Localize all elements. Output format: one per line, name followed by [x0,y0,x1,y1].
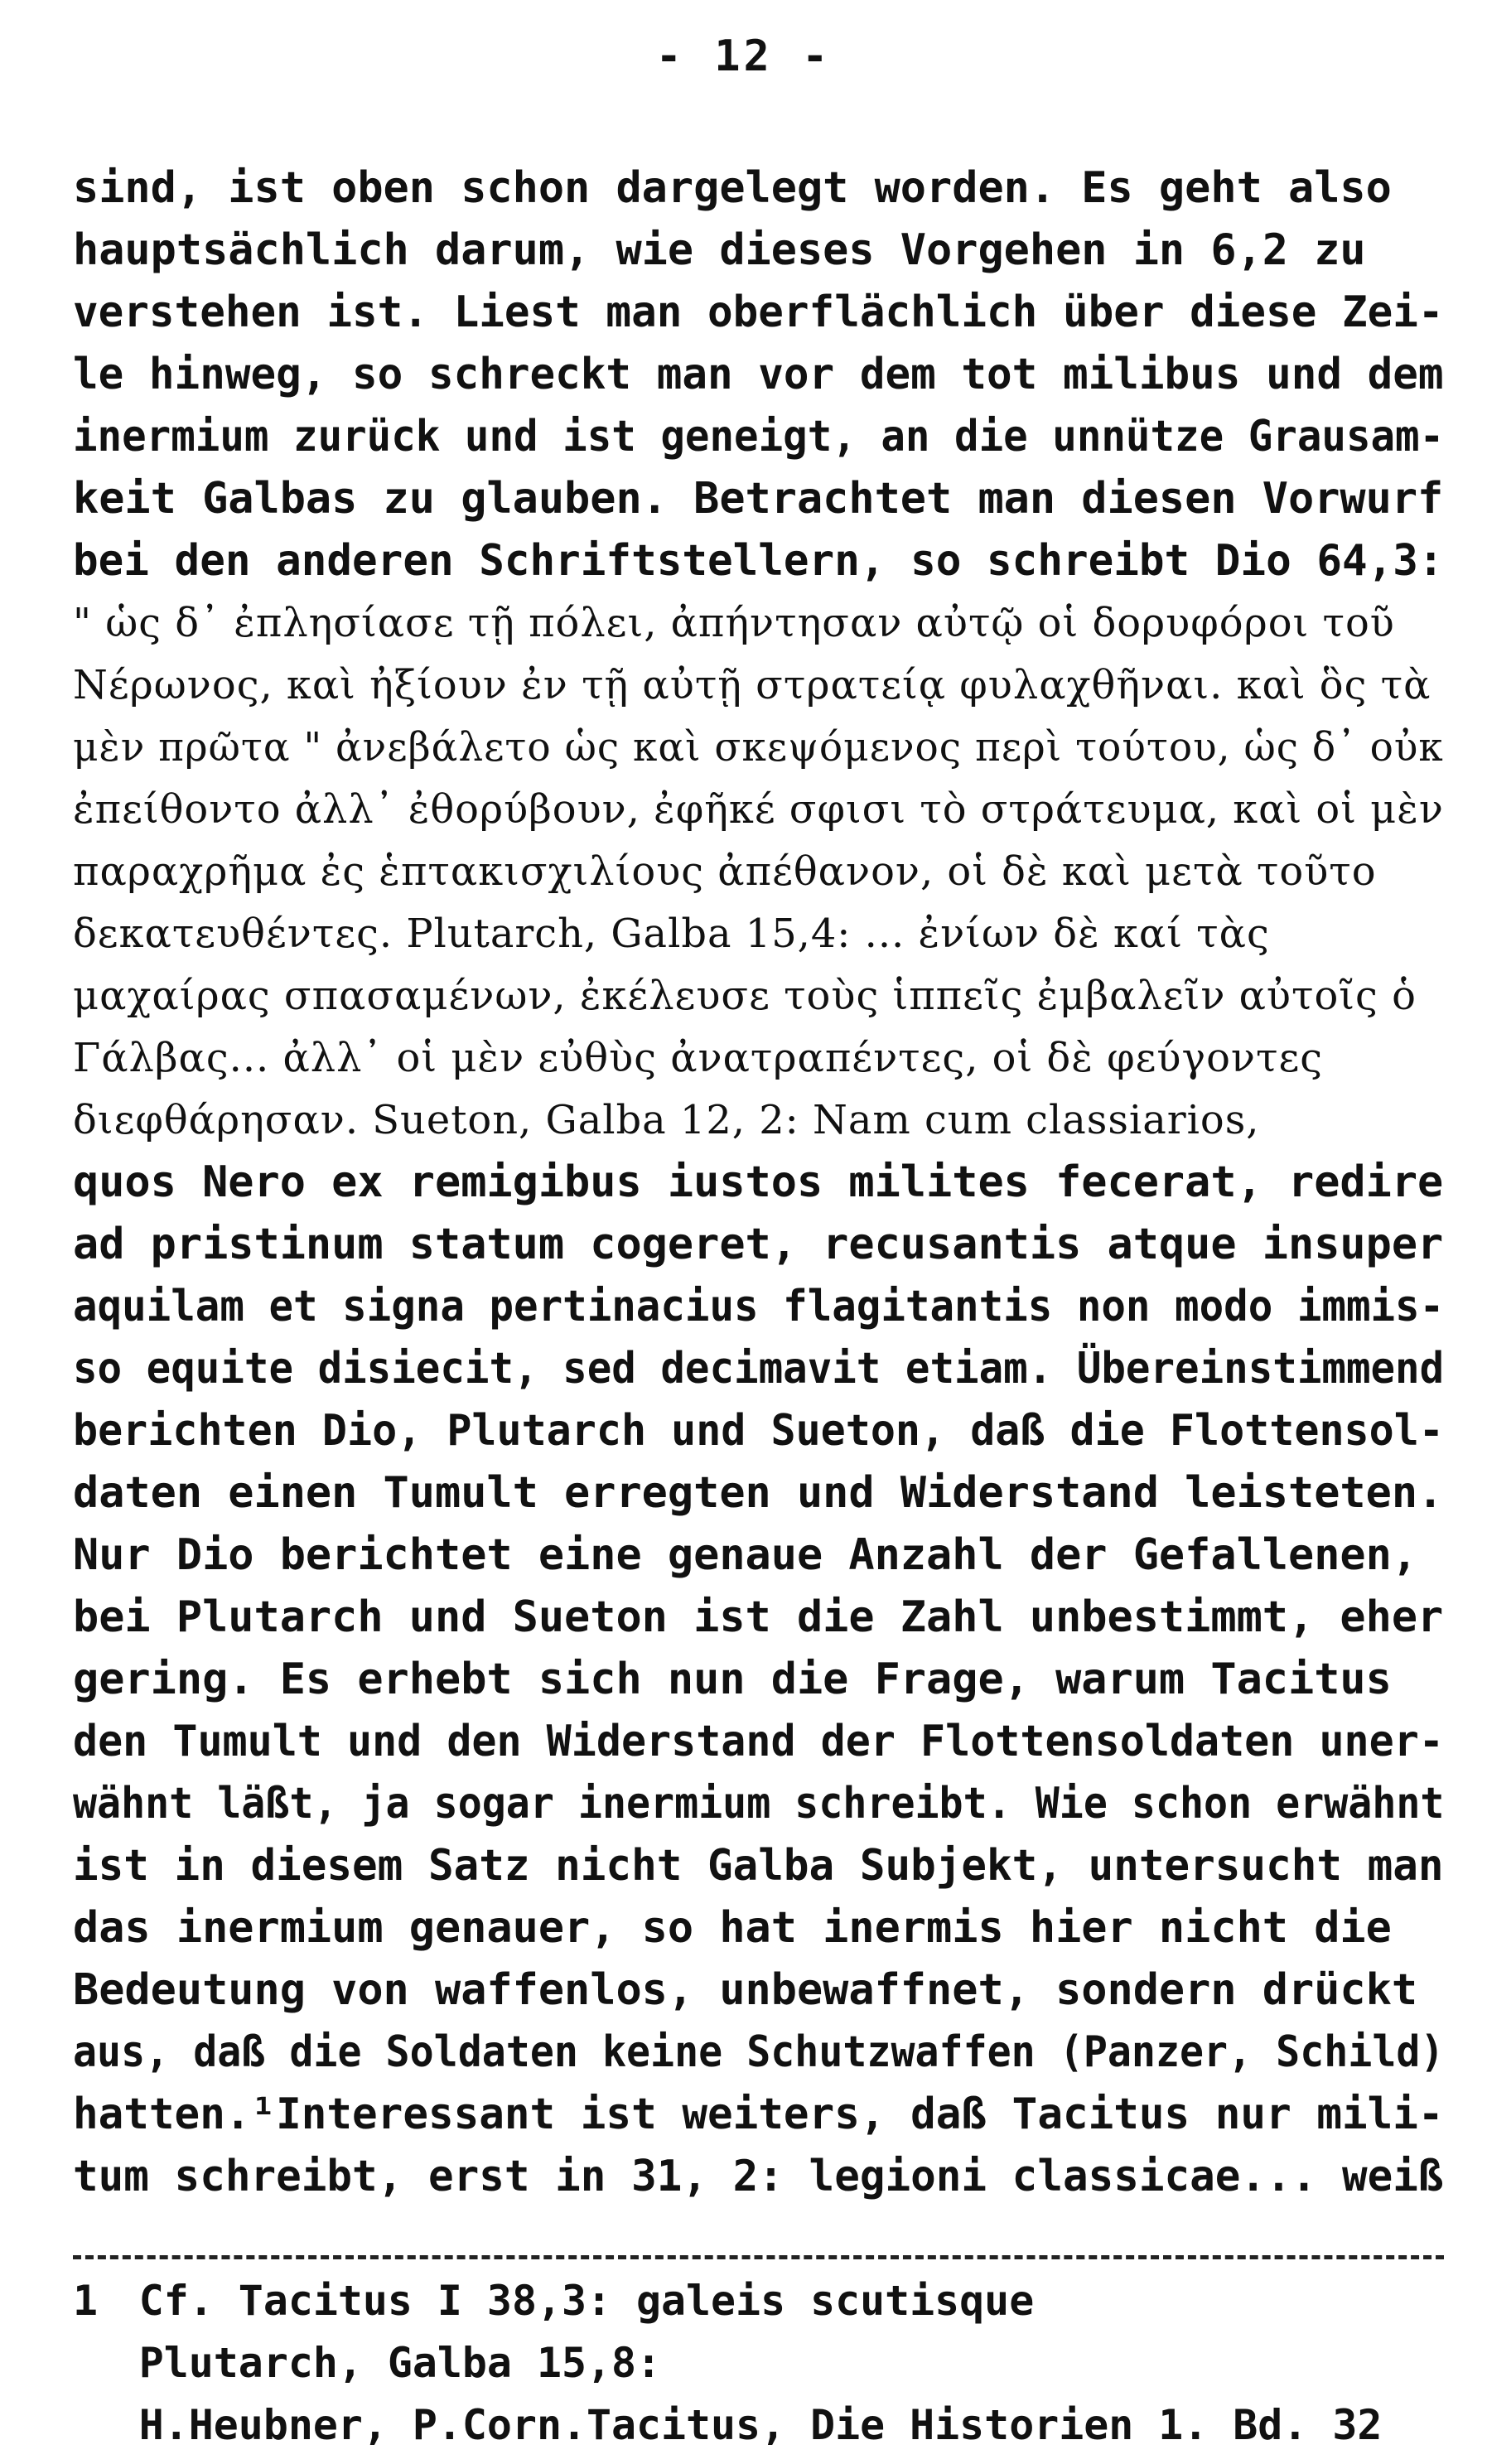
text-line: verstehen ist. Liest man oberflächlich über diese Zei- [73,287,1444,337]
text-line: ist in diesem Satz nicht Galba Subjekt, untersucht man [73,1841,1444,1891]
text-line: μὲν πρῶτα " ἀνεβάλετο ὡς καὶ σκεψόμενος περὶ τούτου, ὡς δ᾽ οὐκ [73,724,1444,771]
text-line: ad pristinum statum cogeret, recusantis atque insuper [73,1220,1444,1269]
text-line: aus, daß die Soldaten keine Schutzwaffen (Panzer, Schild) [73,2027,1445,2077]
text-line: Bedeutung von waffenlos, unbewaffnet, sondern drückt [73,1965,1418,2015]
text-line: wähnt läßt, ja sogar inermium schreibt. Wie schon erwähnt [73,1779,1445,1829]
footnote [73,2270,1448,2457]
text-line: den Tumult und den Widerstand der Flottensoldaten uner- [73,1717,1444,1766]
text-line: le hinweg, so schreckt man vor dem tot milibus und dem [73,350,1444,399]
footnote-line: Plutarch, Galba 15,8: [138,2339,662,2387]
text-line: μαχαίρας σπασαμένων, ἐκέλευσε τοὺς ἱππεῖς ἐμβαλεῖν αὐτοῖς ὁ [73,973,1417,1019]
body-text [73,157,1448,2208]
footnote-text: Cf. Tacitus I 38,3: galeis scutisque [138,2277,1035,2325]
text-line: gering. Es erhebt sich nun die Frage, warum Tacitus [73,1655,1392,1704]
text-line: bei den anderen Schriftstellern, so schreibt Dio 64,3: [73,536,1444,586]
text-line: hauptsächlich darum, wie dieses Vorgehen in 6,2 zu [73,225,1366,275]
text-line: berichten Dio, Plutarch und Sueton, daß die Flottensol- [73,1406,1444,1456]
text-line: sind, ist oben schon dargelegt worden. Es geht also [73,163,1392,213]
text-line: tum schreibt, erst in 31, 2: legioni classicae... weiß [73,2152,1444,2201]
footnote-line [73,2270,1444,2332]
text-line: inermium zurück und ist geneigt, an die unnütze Grausam- [73,412,1445,461]
footnote-mark: 1 [73,2277,99,2325]
text-line: ἐπείθοντο ἀλλ᾽ ἐθορύβουν, ἐφῆκέ σφισι τὸ στράτευμα, καὶ οἱ μὲν [73,786,1444,833]
text-line: quos Nero ex remigibus iustos milites fecerat, redire [73,1157,1444,1207]
text-line: διεφθάρησαν. Sueton, Galba 12, 2: Nam cum classiarios, [73,1097,1260,1143]
footnote-line: H.Heubner, P.Corn.Tacitus, Die Historien 1. Bd. 32 [138,2401,1383,2449]
text-line: παραχρῆμα ἐς ἑπτακισχιλίους ἀπέθανον, οἱ δὲ καὶ μετὰ τοῦτο [73,848,1377,895]
page-number: - 12 - [655,31,832,81]
text-line: bei Plutarch und Sueton ist die Zahl unbestimmt, eher [73,1592,1444,1642]
text-line: δεκατευθέντες. Plutarch, Galba 15,4: ... ἐνίων δὲ καί τὰς [73,911,1270,957]
text-line: keit Galbas zu glauben. Betrachtet man diesen Vorwurf [73,474,1444,524]
text-line: aquilam et signa pertinacius flagitantis non modo immis- [73,1282,1445,1331]
footnote-separator [73,2255,1444,2259]
text-line: " ὡς δ᾽ ἐπλησίασε τῇ πόλει, ἀπήντησαν αὐτῷ οἱ δορυφόροι τοῦ [73,600,1395,646]
text-line: so equite disiecit, sed decimavit etiam. Übereinstimmend [73,1344,1445,1394]
text-line: Νέρωνος, καὶ ἠξίουν ἐν τῇ αὐτῇ στρατείᾳ φυλαχθῆναι. καὶ ὃς τὰ [73,662,1431,708]
text-line: das inermium genauer, so hat inermis hier nicht die [73,1903,1392,1953]
text-line: Γάλβας... ἀλλ᾽ οἱ μὲν εὐθὺς ἀνατραπέντες, οἱ δὲ φεύγοντες [73,1035,1324,1081]
text-line: Nur Dio berichtet eine genaue Anzahl der Gefallenen, [73,1530,1418,1580]
text-line: daten einen Tumult erregten und Widerstand leisteten. [73,1468,1444,1518]
text-line: hatten.¹Interessant ist weiters, daß Tacitus nur mili- [73,2090,1444,2139]
